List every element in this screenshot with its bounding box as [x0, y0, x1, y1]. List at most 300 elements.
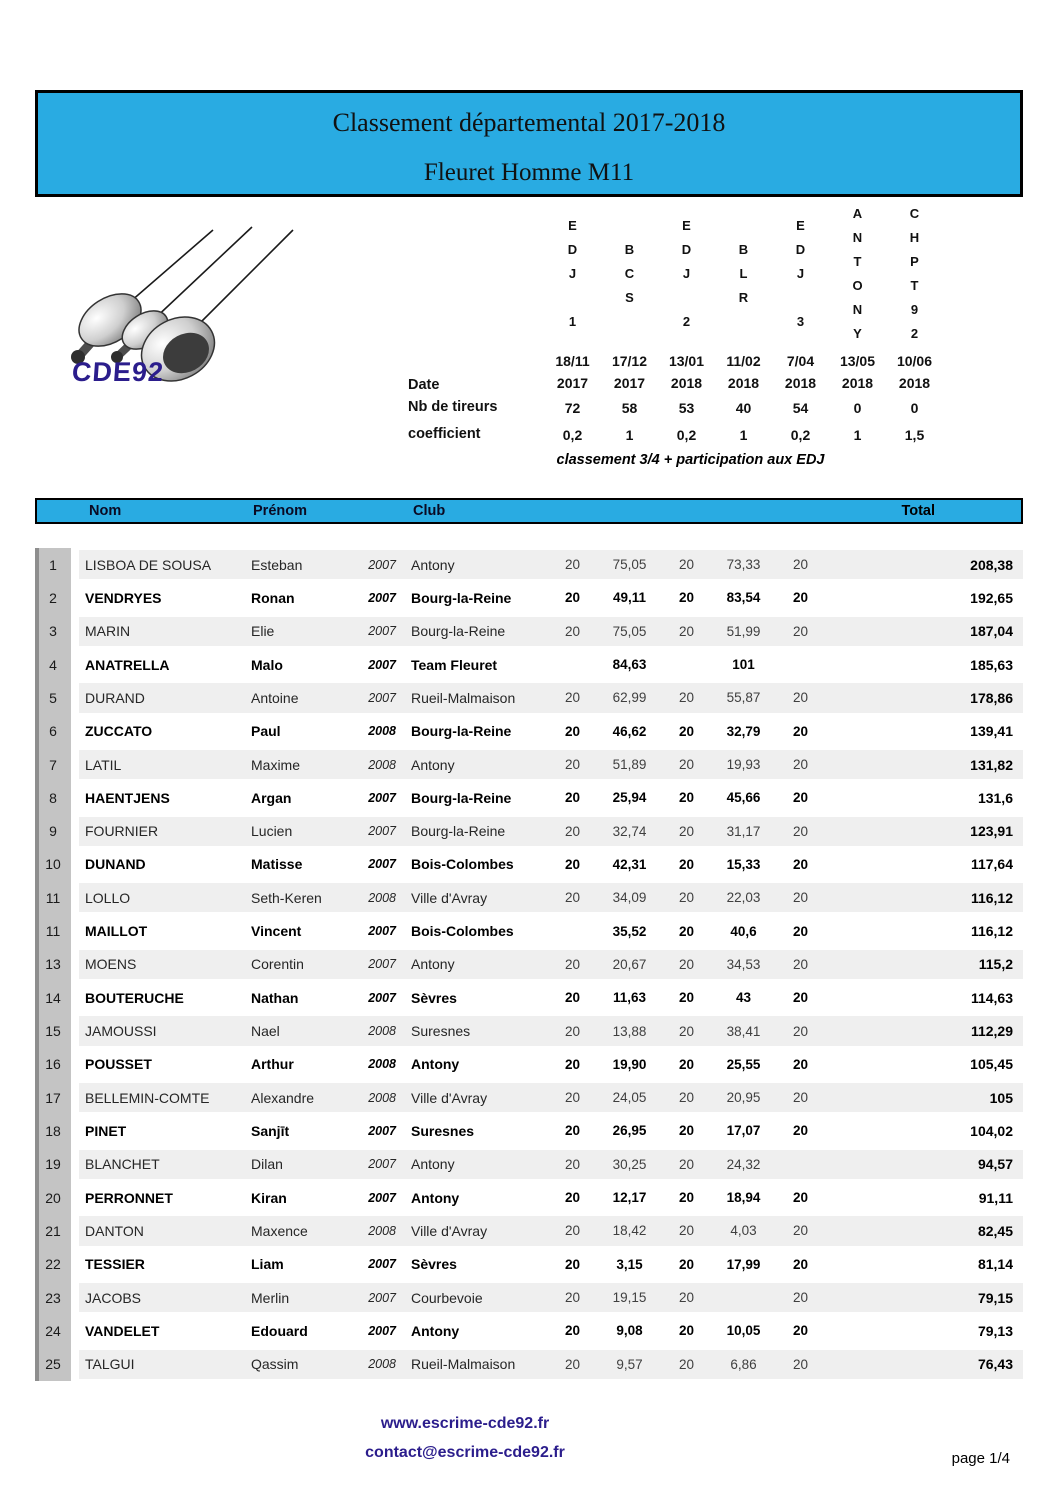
- score-cell: 20: [678, 1190, 695, 1206]
- table-row: [35, 1281, 1023, 1314]
- score-cell: [829, 648, 886, 681]
- cde92-logo-text: CDE92: [70, 357, 166, 387]
- club-cell: Bois-Colombes: [411, 923, 514, 940]
- score-cell: [829, 1081, 886, 1114]
- prenom-cell: Kiran: [251, 1189, 287, 1206]
- nom-cell: LATIL: [79, 748, 243, 781]
- event-label-cell: A N T O N Y: [852, 206, 863, 341]
- score-cell: 20: [544, 748, 601, 781]
- score-cell: [829, 1048, 886, 1081]
- score-cell: [886, 581, 943, 614]
- event-coef-cell: 0,2: [676, 426, 697, 443]
- score-cell: 30,25: [601, 1148, 658, 1181]
- score-cell: 35,52: [612, 923, 647, 939]
- score-cell: [886, 681, 943, 714]
- score-cell: 9,08: [616, 1323, 643, 1339]
- club-cell: Rueil-Malmaison: [403, 681, 544, 714]
- table-row: [35, 1014, 1023, 1047]
- score-cell: [829, 681, 886, 714]
- event-label-cell: B C S: [624, 242, 635, 305]
- score-cell: 62,99: [601, 681, 658, 714]
- events-meta-section: [35, 200, 1023, 472]
- table-row: [35, 1248, 1023, 1281]
- nom-cell: BOUTERUCHE: [85, 989, 184, 1006]
- rank-gap: [71, 548, 79, 581]
- rank-cell: 14: [35, 981, 71, 1014]
- score-cell: 20: [792, 590, 809, 606]
- prenom-cell: Lucien: [243, 815, 355, 848]
- event-date-cell: 18/11 2017: [555, 353, 590, 391]
- nom-cell: VENDRYES: [85, 589, 162, 606]
- score-cell: 20: [772, 1014, 829, 1047]
- rank-cell: 9: [35, 815, 71, 848]
- total-cell: 178,86: [943, 681, 1023, 714]
- score-cell: 9,57: [601, 1348, 658, 1381]
- cde92-logo: [60, 205, 340, 405]
- nom-cell: LISBOA DE SOUSA: [79, 548, 243, 581]
- event-date-cell: 13/01 2018: [668, 353, 705, 391]
- table-row: [35, 1314, 1023, 1347]
- prenom-cell: Maxence: [243, 1214, 355, 1247]
- score-cell: 20: [544, 1148, 601, 1181]
- club-cell: Rueil-Malmaison: [403, 1348, 544, 1381]
- score-cell: 20: [792, 1190, 809, 1206]
- nom-cell: BELLEMIN-COMTE: [79, 1081, 243, 1114]
- score-cell: [886, 1148, 943, 1181]
- score-cell: 20: [544, 1348, 601, 1381]
- event-coef-cell: 1: [625, 426, 634, 443]
- score-cell: [829, 1281, 886, 1314]
- score-cell: 20: [678, 590, 695, 606]
- year-cell: 2007: [368, 1257, 396, 1272]
- score-cell: [886, 548, 943, 581]
- score-cell: [829, 1314, 886, 1347]
- nom-cell: MARIN: [79, 615, 243, 648]
- score-cell: 20: [678, 990, 695, 1006]
- rank-gap: [71, 1048, 79, 1081]
- table-row: [35, 815, 1023, 848]
- total-cell: 104,02: [970, 1122, 1013, 1139]
- score-cell: [829, 1348, 886, 1381]
- score-cell: 75,05: [601, 548, 658, 581]
- score-cell: [829, 615, 886, 648]
- event-label-cell: E D J 3: [795, 218, 806, 329]
- score-cell: 73,33: [715, 548, 772, 581]
- score-cell: 13,88: [601, 1014, 658, 1047]
- score-cell: 20: [544, 1281, 601, 1314]
- column-header-nom: Nom: [89, 503, 122, 519]
- prenom-cell: Nathan: [251, 989, 299, 1006]
- table-row: [35, 615, 1023, 648]
- score-cell: 49,11: [612, 590, 647, 606]
- rank-cell: 11: [35, 914, 71, 947]
- event-tireurs-cell: 72: [564, 399, 581, 416]
- nom-cell: JAMOUSSI: [79, 1014, 243, 1047]
- score-cell: 20: [678, 1256, 695, 1272]
- total-cell: 185,63: [970, 656, 1013, 673]
- rank-gap: [71, 615, 79, 648]
- score-cell: 20: [772, 1348, 829, 1381]
- club-cell: Bourg-la-Reine: [411, 723, 512, 740]
- year-cell: 2007: [368, 1190, 396, 1205]
- score-cell: [544, 914, 601, 947]
- rank-gap: [71, 681, 79, 714]
- event-date-cell: 7/04 2018: [784, 353, 817, 391]
- table-row: [35, 1348, 1023, 1381]
- year-cell: 2007: [368, 590, 396, 605]
- total-cell: 112,29: [943, 1014, 1023, 1047]
- year-cell: 2007: [368, 1323, 396, 1338]
- prenom-cell: Alexandre: [243, 1081, 355, 1114]
- score-cell: [829, 748, 886, 781]
- total-cell: 139,41: [970, 723, 1013, 740]
- table-row: [35, 1048, 1023, 1081]
- nom-cell: PERRONNET: [85, 1189, 173, 1206]
- table-row: [35, 948, 1023, 981]
- column-header-club: Club: [413, 503, 446, 519]
- rank-gap: [71, 748, 79, 781]
- score-cell: 24,32: [715, 1148, 772, 1181]
- score-cell: 20: [564, 723, 581, 739]
- rank-gap: [71, 1148, 79, 1181]
- year-cell: 2008: [355, 748, 403, 781]
- score-cell: 40,6: [730, 923, 757, 939]
- rank-gap: [71, 1214, 79, 1247]
- year-cell: 2007: [355, 681, 403, 714]
- score-cell: 20: [564, 1256, 581, 1272]
- score-cell: 20: [678, 923, 695, 939]
- score-cell: 101: [732, 657, 755, 673]
- prenom-cell: Matisse: [251, 856, 303, 873]
- rank-cell: 24: [35, 1314, 71, 1347]
- table-row: [35, 1214, 1023, 1247]
- year-cell: 2007: [355, 815, 403, 848]
- year-cell: 2007: [355, 1148, 403, 1181]
- score-cell: [772, 648, 829, 681]
- score-cell: 20: [544, 948, 601, 981]
- score-cell: 51,89: [601, 748, 658, 781]
- score-cell: 20: [658, 948, 715, 981]
- rank-gap: [71, 1081, 79, 1114]
- page-footer: [35, 1409, 1023, 1473]
- score-cell: 20: [658, 1348, 715, 1381]
- club-cell: Bourg-la-Reine: [411, 589, 512, 606]
- score-cell: 20: [658, 681, 715, 714]
- rank-gap: [71, 1014, 79, 1047]
- score-cell: 20: [564, 1323, 581, 1339]
- event-tireurs-cell: 58: [621, 399, 638, 416]
- score-cell: 10,05: [726, 1323, 761, 1339]
- year-cell: 2007: [368, 990, 396, 1005]
- score-cell: [886, 1248, 943, 1281]
- score-cell: 19,90: [612, 1056, 647, 1072]
- score-cell: 19,93: [715, 748, 772, 781]
- event-label-cell: B L R: [738, 242, 749, 305]
- event-date-cell: 17/12 2017: [611, 353, 648, 391]
- score-cell: 45,66: [726, 790, 761, 806]
- club-cell: Bourg-la-Reine: [403, 815, 544, 848]
- score-cell: 20: [678, 1056, 695, 1072]
- total-cell: 117,64: [970, 856, 1013, 873]
- rank-cell: 1: [35, 548, 71, 581]
- prenom-cell: Paul: [251, 723, 281, 740]
- score-cell: 20: [792, 790, 809, 806]
- score-cell: [829, 1181, 886, 1214]
- year-cell: 2008: [355, 1214, 403, 1247]
- total-cell: 114,63: [970, 989, 1013, 1006]
- rank-cell: 13: [35, 948, 71, 981]
- club-cell: Suresnes: [411, 1122, 475, 1139]
- score-cell: 25,55: [726, 1056, 761, 1072]
- score-cell: [715, 1281, 772, 1314]
- club-cell: Bourg-la-Reine: [403, 615, 544, 648]
- year-cell: 2008: [368, 1057, 396, 1072]
- rank-gap: [71, 648, 79, 681]
- score-cell: 20: [658, 815, 715, 848]
- score-cell: 42,31: [612, 856, 647, 872]
- nom-cell: POUSSET: [85, 1056, 152, 1073]
- event-coef-cell: 1: [739, 426, 748, 443]
- table-row: [35, 848, 1023, 881]
- table-row: [35, 981, 1023, 1014]
- club-cell: Antony: [403, 1148, 544, 1181]
- club-cell: Antony: [411, 1056, 460, 1073]
- year-cell: 2007: [355, 1281, 403, 1314]
- score-cell: 55,87: [715, 681, 772, 714]
- table-row: [35, 1114, 1023, 1147]
- score-cell: 25,94: [612, 790, 647, 806]
- score-cell: 20: [658, 548, 715, 581]
- club-cell: Sèvres: [411, 1256, 457, 1273]
- rank-gap: [71, 1348, 79, 1381]
- score-cell: 46,62: [612, 723, 647, 739]
- score-cell: 31,17: [715, 815, 772, 848]
- score-cell: 20: [772, 681, 829, 714]
- total-cell: 81,14: [977, 1256, 1013, 1273]
- total-cell: 123,91: [943, 815, 1023, 848]
- score-cell: 3,15: [616, 1256, 643, 1272]
- club-cell: Team Fleuret: [411, 656, 498, 673]
- total-cell: 105,45: [970, 1056, 1013, 1073]
- column-header-total: Total: [901, 503, 935, 519]
- nom-cell: PINET: [85, 1122, 127, 1139]
- score-cell: 20: [564, 1190, 581, 1206]
- score-cell: 20: [564, 990, 581, 1006]
- prenom-cell: Malo: [251, 656, 283, 673]
- coefficient-label: coefficient: [408, 426, 481, 442]
- table-body: [35, 548, 1023, 1381]
- score-cell: 32,74: [601, 815, 658, 848]
- score-cell: [829, 1148, 886, 1181]
- score-cell: 20: [792, 1056, 809, 1072]
- score-cell: 20: [658, 881, 715, 914]
- total-cell: 131,6: [977, 789, 1013, 806]
- table-row: [35, 648, 1023, 681]
- prenom-cell: Argan: [251, 789, 292, 806]
- score-cell: 12,17: [612, 1190, 647, 1206]
- table-row: [35, 1081, 1023, 1114]
- total-cell: 192,65: [970, 589, 1013, 606]
- score-cell: 6,86: [715, 1348, 772, 1381]
- prenom-cell: Corentin: [243, 948, 355, 981]
- total-cell: 94,57: [943, 1148, 1023, 1181]
- rank-gap: [71, 1114, 79, 1147]
- score-cell: 20: [678, 790, 695, 806]
- year-cell: 2007: [355, 615, 403, 648]
- date-label: Date: [408, 377, 440, 393]
- event-label-cell: E D J 1: [567, 218, 578, 329]
- table-row: [35, 681, 1023, 714]
- score-cell: 20: [564, 590, 581, 606]
- total-cell: 82,45: [943, 1214, 1023, 1247]
- nom-cell: ZUCCATO: [85, 723, 153, 740]
- rank-gap: [71, 715, 79, 748]
- score-cell: 20: [564, 1123, 581, 1139]
- score-cell: 20: [544, 681, 601, 714]
- rank-cell: 17: [35, 1081, 71, 1114]
- club-cell: Courbevoie: [403, 1281, 544, 1314]
- score-cell: [829, 981, 886, 1014]
- event-label-cell: E D J 2: [681, 218, 692, 329]
- rank-gap: [71, 948, 79, 981]
- tireurs-label: Nb de tireurs: [408, 399, 498, 415]
- year-cell: 2008: [355, 881, 403, 914]
- event-tireurs-cell: 40: [735, 399, 752, 416]
- score-cell: 20: [678, 723, 695, 739]
- table-row: [35, 748, 1023, 781]
- nom-cell: MOENS: [79, 948, 243, 981]
- prenom-cell: Seth-Keren: [243, 881, 355, 914]
- score-cell: 15,33: [726, 856, 761, 872]
- year-cell: 2007: [355, 948, 403, 981]
- year-cell: 2007: [368, 657, 396, 672]
- score-cell: 20: [678, 1323, 695, 1339]
- total-cell: 187,04: [943, 615, 1023, 648]
- score-cell: [886, 648, 943, 681]
- year-cell: 2008: [355, 1348, 403, 1381]
- score-cell: [772, 1148, 829, 1181]
- score-cell: [829, 1114, 886, 1147]
- footer-links: [215, 1409, 715, 1467]
- score-cell: [886, 748, 943, 781]
- rank-gap: [71, 881, 79, 914]
- score-cell: [886, 1081, 943, 1114]
- rank-cell: 25: [35, 1348, 71, 1381]
- rank-cell: 2: [35, 581, 71, 614]
- prenom-cell: Nael: [243, 1014, 355, 1047]
- year-cell: 2007: [368, 1123, 396, 1138]
- rank-cell: 16: [35, 1048, 71, 1081]
- rank-cell: 7: [35, 748, 71, 781]
- score-cell: 11,63: [612, 990, 647, 1006]
- score-cell: 24,05: [601, 1081, 658, 1114]
- score-cell: [829, 1248, 886, 1281]
- score-cell: [886, 781, 943, 814]
- website-link: www.escrime-cde92.fr: [380, 1414, 550, 1432]
- event-tireurs-cell: 53: [678, 399, 695, 416]
- score-cell: 20: [544, 548, 601, 581]
- total-cell: 116,12: [943, 881, 1023, 914]
- rank-cell: 18: [35, 1114, 71, 1147]
- score-cell: 34,53: [715, 948, 772, 981]
- score-cell: 83,54: [726, 590, 761, 606]
- table-row: [35, 914, 1023, 947]
- prenom-cell: Maxime: [243, 748, 355, 781]
- rank-cell: 15: [35, 1014, 71, 1047]
- rank-cell: 21: [35, 1214, 71, 1247]
- score-cell: 34,09: [601, 881, 658, 914]
- score-cell: [829, 581, 886, 614]
- event-coef-cell: 0,2: [562, 426, 583, 443]
- page-number: page 1/4: [951, 1449, 1010, 1467]
- rank-cell: 4: [35, 648, 71, 681]
- score-cell: 20: [772, 1081, 829, 1114]
- score-cell: 20: [658, 1148, 715, 1181]
- score-cell: 20: [772, 881, 829, 914]
- club-cell: Ville d'Avray: [403, 881, 544, 914]
- event-date-cell: 11/02 2018: [726, 353, 761, 391]
- score-cell: [829, 848, 886, 881]
- nom-cell: TALGUI: [79, 1348, 243, 1381]
- prenom-cell: Elie: [243, 615, 355, 648]
- column-header-prenom: Prénom: [253, 503, 307, 519]
- score-cell: 20: [772, 548, 829, 581]
- score-cell: 20: [544, 1014, 601, 1047]
- nom-cell: FOURNIER: [79, 815, 243, 848]
- score-cell: [886, 815, 943, 848]
- club-cell: Bourg-la-Reine: [411, 789, 512, 806]
- club-cell: Antony: [403, 748, 544, 781]
- club-cell: Antony: [403, 548, 544, 581]
- event-label-cell: C H P T 9 2: [909, 206, 920, 341]
- score-cell: 20: [658, 1081, 715, 1114]
- prenom-cell: Esteban: [243, 548, 355, 581]
- rank-cell: 19: [35, 1148, 71, 1181]
- event-tireurs-cell: 0: [853, 399, 862, 416]
- score-cell: 20: [544, 1214, 601, 1247]
- score-cell: [886, 615, 943, 648]
- rank-gap: [71, 781, 79, 814]
- score-cell: 20: [658, 1014, 715, 1047]
- score-cell: 75,05: [601, 615, 658, 648]
- document-title: Classement départemental 2017-2018: [332, 108, 726, 137]
- club-cell: Suresnes: [403, 1014, 544, 1047]
- table-row: [35, 715, 1023, 748]
- nom-cell: BLANCHET: [79, 1148, 243, 1181]
- score-cell: 20: [792, 723, 809, 739]
- score-cell: 20: [792, 1323, 809, 1339]
- club-cell: Ville d'Avray: [403, 1081, 544, 1114]
- score-cell: 20: [544, 881, 601, 914]
- event-coef-cell: 1: [853, 426, 862, 443]
- score-cell: [886, 948, 943, 981]
- document-subtitle: Fleuret Homme M11: [423, 159, 635, 186]
- club-cell: Antony: [411, 1189, 460, 1206]
- rank-gap: [71, 581, 79, 614]
- total-cell: 115,2: [943, 948, 1023, 981]
- score-cell: 20: [772, 1281, 829, 1314]
- total-cell: 76,43: [943, 1348, 1023, 1381]
- nom-cell: HAENTJENS: [85, 789, 170, 806]
- event-date-cell: 13/05 2018: [839, 353, 876, 391]
- score-cell: 20: [658, 1281, 715, 1314]
- club-cell: Antony: [403, 948, 544, 981]
- rank-gap: [71, 914, 79, 947]
- event-coef-cell: 0,2: [790, 426, 811, 443]
- total-cell: 79,13: [977, 1322, 1013, 1339]
- nom-cell: MAILLOT: [85, 923, 148, 940]
- score-cell: 51,99: [715, 615, 772, 648]
